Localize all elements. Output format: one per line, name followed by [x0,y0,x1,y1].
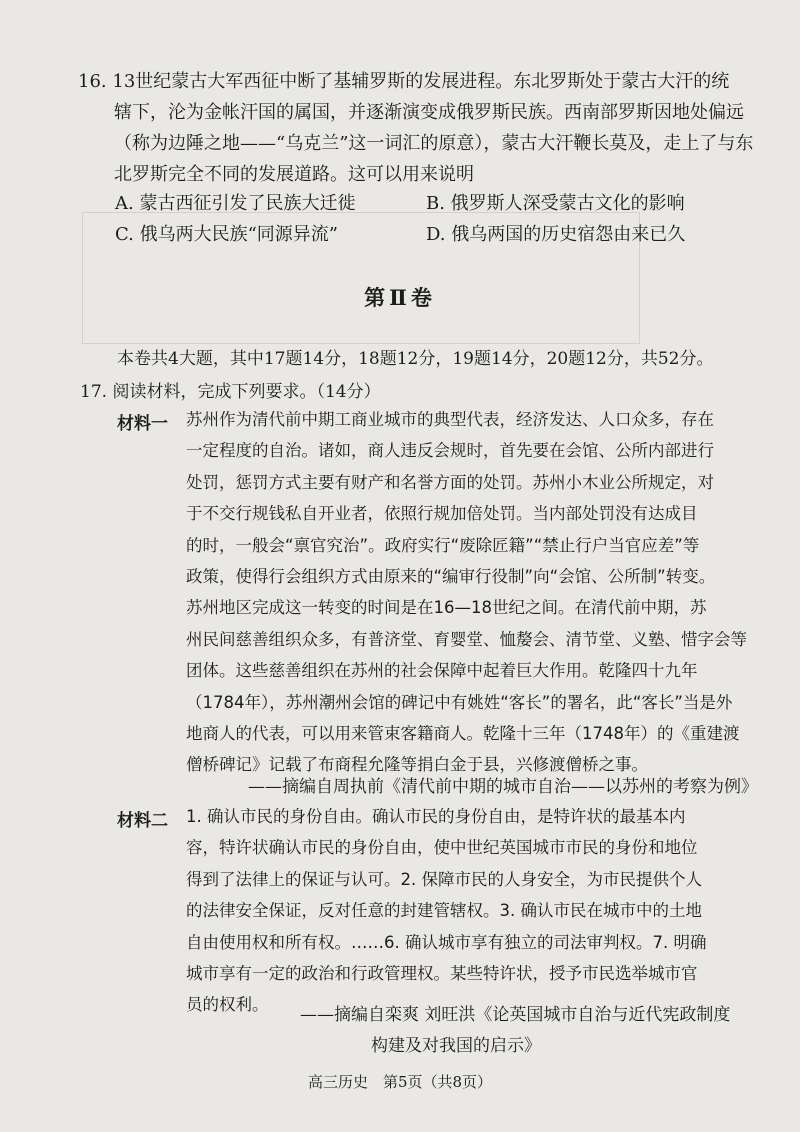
material-1-line: 一定程度的自治。诸如，商人违反会规时，首先要在会馆、公所内部进行 [186,441,714,461]
material-1-line: 僧桥碑记》记载了布商程允隆等捐白金于县，兴修渡僧桥之事。 [186,755,648,775]
material-1-line: 州民间慈善组织众多，有普济堂、育婴堂、恤嫠会、清节堂、义塾、惜字会等 [186,629,747,649]
section-note: 本卷共4大题，其中17题14分，18题12分，19题14分，20题12分，共52分。 [117,349,714,369]
material-2-line: 1. 确认市民的身份自由。确认市民的身份自由，是特许状的最基本内 [186,807,686,826]
material-2-text [186,801,706,1021]
material-2-line: 的法律安全保证，反对任意的封建管辖权。3. 确认市民在城市中的土地 [186,901,702,921]
option-c[interactable]: C. 俄乌两大民族“同源异流” [115,224,338,245]
section-title: 第Ⅱ卷 [364,285,436,310]
page-footer: 高三历史 第5页（共8页） [307,1073,493,1091]
question-17-prompt: 17. 阅读材料，完成下列要求。（14分） [80,382,381,402]
material-1-line: （1784年），苏州潮州会馆的碑记中有姚姓“客长”的署名，此“客长”当是外 [186,692,733,712]
material-2-line: 得到了法律上的保证与认可。2. 保障市民的人身安全，为市民提供个人 [186,869,702,889]
material-1-text [186,404,747,781]
option-d[interactable]: D. 俄乌两国的历史宿怨由来已久 [426,224,686,245]
material-2-label: 材料二 [117,811,168,831]
material-2-line: 容，特许状确认市民的身份自由，使中世纪英国城市市民的身份和地位 [186,838,698,858]
material-1-line: 苏州地区完成这一转变的时间是在16—18世纪之间。在清代前中期，苏 [186,598,707,618]
material-1-line: 处罚，惩罚方式主要有财产和名誉方面的处罚。苏州小木业公所规定，对 [186,472,714,492]
q16-line-3: （称为边陲之地——“乌克兰”这一词汇的原意），蒙古大汗鞭长莫及，走上了与东 [114,133,754,154]
material-1-line: 苏州作为清代前中期工商业城市的典型代表，经济发达、人口众多，存在 [186,410,714,429]
q16-line-2: 辖下，沦为金帐汗国的属国，并逐渐演变成俄罗斯民族。西南部罗斯因地处偏远 [114,102,744,123]
material-2-source-line-2: 构建及对我国的启示》 [371,1036,541,1056]
material-1-label: 材料一 [117,414,168,434]
q16-line-1: 16. 13世纪蒙古大军西征中断了基辅罗斯的发展进程。东北罗斯处于蒙古大汗的统 [78,71,730,92]
material-1-line: 的时，一般会“禀官究治”。政府实行“废除匠籍”“禁止行户当官应差”等 [186,535,700,555]
material-1-source: ——摘编自周执前《清代前中期的城市自治——以苏州的考察为例》 [248,777,758,797]
material-1-line: 政策，使得行会组织方式由原来的“编审行役制”向“会馆、公所制”转变。 [186,567,716,587]
option-b[interactable]: B. 俄罗斯人深受蒙古文化的影响 [426,193,685,214]
q16-number: 16. [78,71,107,92]
option-a[interactable]: A. 蒙古西征引发了民族大迁徙 [115,193,356,214]
material-1-line: 团体。这些慈善组织在苏州的社会保障中起着巨大作用。乾隆四十九年 [186,661,698,681]
material-2-source-line-1: ——摘编自栾爽 刘旺洪《论英国城市自治与近代宪政制度 [300,1005,731,1025]
material-2-line: 城市享有一定的政治和行政管理权。某些特许状，授予市民选举城市官 [186,964,698,984]
q16-line-4: 北罗斯完全不同的发展道路。这可以用来说明 [114,164,474,185]
material-2-line: 员的权利。 [186,995,269,1015]
question-16 [78,66,762,190]
material-2-line: 自由使用权和所有权。……6. 确认城市享有独立的司法审判权。7. 明确 [186,932,707,952]
material-1-line: 地商人的代表，可以用来管束客籍商人。乾隆十三年（1748年）的《重建渡 [186,724,740,744]
material-1-line: 于不交行规钱私自开业者，依照行规加倍处罚。当内部处罚没有达成目 [186,504,698,524]
